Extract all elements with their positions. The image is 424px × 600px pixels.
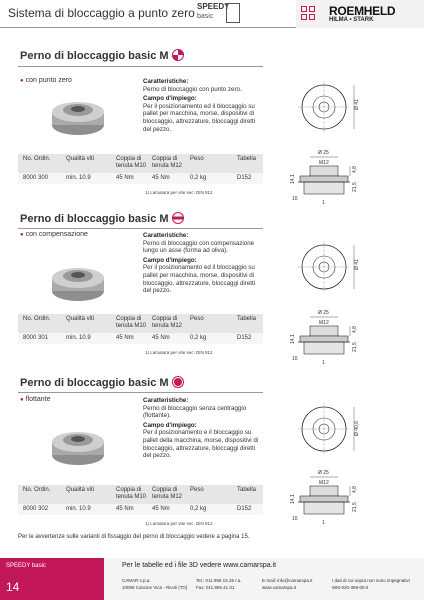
footnote: 1) Lamatura per vite sec. DIN 912 (145, 521, 213, 526)
cell-torque-m10: 45 Nm (116, 335, 134, 341)
use-text: Per il posizionamento e il bloccaggio su pallet della macchina, morse, dispositivi di bloccaggio, attrezzature, bloccaggi diretti del pezzo. (143, 429, 259, 460)
dim-top-diameter: Ø 25 (318, 310, 329, 316)
col-order-no: No. Ordin. (23, 156, 51, 162)
cell-torque-m12: 45 Nm (152, 335, 170, 341)
dim-h1: 4,8 (352, 166, 358, 173)
technical-drawing (278, 234, 424, 374)
cell-table: D152 (237, 175, 252, 181)
col-order-no: No. Ordin. (23, 487, 51, 493)
dim-outer-diameter: Ø 41 (354, 99, 360, 110)
spec-table (18, 485, 263, 515)
spec-table (18, 314, 263, 344)
speedy-label: SPEEDY (197, 2, 230, 11)
table-row (18, 173, 263, 184)
dim-h3: 21,5 (352, 502, 358, 512)
cell-torque-m10: 45 Nm (116, 506, 134, 512)
product-description (143, 78, 265, 133)
cell-torque-m10: 45 Nm (116, 175, 134, 181)
cell-table: D152 (237, 335, 252, 341)
page-number: 14 (6, 580, 20, 594)
dim-thread: M12 (319, 480, 329, 486)
col-torque-m12: Coppia di tenuta M12 (152, 316, 183, 329)
footer-brand: SPEEDY basic (6, 563, 46, 569)
col-weight: Peso (190, 487, 204, 493)
dim-h2: 14,1 (290, 334, 296, 344)
col-weight: Peso (190, 316, 204, 322)
dim-thread: M12 (319, 320, 329, 326)
product-section-1 (0, 38, 424, 206)
footer-accent-bar (0, 558, 104, 600)
cell-screw-quality: min. 10.9 (66, 175, 91, 181)
cell-screw-quality: min. 10.9 (66, 506, 91, 512)
col-order-no: No. Ordin. (23, 316, 51, 322)
technical-drawing (278, 396, 424, 534)
cell-order-no: 8000 301 (23, 335, 49, 341)
table-header (18, 154, 263, 173)
product-image (48, 422, 108, 468)
dim-h2: 14,1 (290, 174, 296, 184)
cell-table: D152 (237, 506, 252, 512)
footnote: 1) Lamatura per vite sec. DIN 912 (145, 190, 213, 195)
use-label: Campo d'impiego: (143, 95, 197, 103)
footer-tel: Tel.: 011.959.15.25 r.a. (196, 578, 242, 583)
product-image (48, 258, 108, 304)
table-row (18, 333, 263, 344)
col-table: Tabella (237, 156, 257, 162)
section-subtitle: ● flottante (20, 396, 51, 403)
use-text: Per il posizionamento ed il bloccaggio su pallet per macchina, morse, dispositivi di bloccaggio, attrezzature, bloccaggi diretti del pezzo. (143, 102, 256, 133)
cell-weight: 0,2 kg (190, 175, 207, 181)
use-text: Per il posizionamento ed il bloccaggio su pallet per macchina, morse, dispositivi di bloccaggio, attrezzature, bloccaggi diretti del pezzo. (143, 264, 256, 295)
features-label: Caratteristiche: (143, 232, 189, 239)
section-subtitle: ● con punto zero (20, 77, 72, 84)
product-section-3 (0, 372, 424, 532)
col-torque-m10: Coppia di tenuta M10 (116, 487, 147, 500)
dim-h4: 10 (292, 356, 298, 362)
footer-website[interactable]: www.camarspa.it (262, 585, 297, 590)
table-header (18, 485, 263, 504)
col-screw-quality: Qualità viti (66, 316, 95, 322)
section-rule (18, 392, 263, 393)
dim-h3: 21,5 (352, 182, 358, 192)
features-label: Caratteristiche: (143, 78, 189, 85)
section-title: Perno di bloccaggio basic M (20, 50, 169, 62)
features-text: Perno di bloccaggio con punto zero. (143, 85, 242, 93)
features-text: Perno di bloccaggio con compensazione lungo un asse (forma ad oliva). (143, 239, 255, 255)
speedy-badge-icon (226, 3, 240, 23)
cell-order-no: 8000 300 (23, 175, 49, 181)
dim-top-diameter: Ø 25 (318, 150, 329, 156)
footer-email[interactable]: E-mail: info@camarspa.it (262, 578, 313, 583)
page-title: Sistema di bloccaggio a punto zero (8, 6, 195, 20)
compensation-icon (172, 212, 184, 224)
section-title: Perno di bloccaggio basic M (20, 377, 169, 389)
use-label: Campo d'impiego: (143, 421, 197, 429)
dim-ref: 1 (322, 200, 325, 206)
dim-top-diameter: Ø 25 (318, 470, 329, 476)
col-table: Tabella (237, 487, 257, 493)
dim-h2: 14,1 (290, 494, 296, 504)
dim-outer-diameter: Ø 40,6 (354, 420, 360, 436)
col-torque-m12: Coppia di tenuta M12 (152, 487, 183, 500)
footer-address: 10099 Cascine Vica - Rivoli (TO) (122, 585, 188, 590)
section-rule (18, 228, 263, 229)
product-section-2 (0, 208, 424, 368)
product-description (143, 232, 265, 295)
footer-tagline: Per le tabelle ed i file 3D vedere www.camarspa.it (122, 562, 277, 569)
bottom-note: Per le avvertenze sulle varianti di fissaggio del perno di bloccaggio vedere a pagina 15. (18, 534, 250, 540)
footer-company: CAMAR s.p.a. (122, 578, 151, 583)
section-title: Perno di bloccaggio basic M (20, 213, 169, 225)
logo-subname: HILMA • STARK (329, 17, 374, 23)
table-row (18, 504, 263, 515)
footer-doc-code: WM-020-369-00-it (332, 585, 369, 590)
col-weight: Peso (190, 156, 204, 162)
use-label: Campo d'impiego: (143, 256, 197, 264)
col-screw-quality: Qualità viti (66, 156, 95, 162)
brand-logo (296, 0, 424, 28)
dim-h4: 10 (292, 516, 298, 522)
table-header (18, 314, 263, 333)
footer-disclaimer: I dati di cui sopra non sono impegnativi (332, 578, 410, 583)
technical-drawing (278, 74, 424, 214)
features-text: Perno di bloccaggio senza centraggio (flottante). (143, 404, 247, 420)
section-subtitle: ● con compensazione (20, 231, 88, 238)
col-torque-m12: Coppia di tenuta M12 (152, 156, 183, 169)
cell-torque-m12: 45 Nm (152, 175, 170, 181)
cell-weight: 0,2 kg (190, 335, 207, 341)
page-header (0, 0, 424, 28)
dim-h3: 21,5 (352, 342, 358, 352)
dim-h4: 10 (292, 196, 298, 202)
footnote: 1) Lamatura per vite sec. DIN 912 (145, 350, 213, 355)
spec-table (18, 154, 263, 184)
cell-torque-m12: 45 Nm (152, 506, 170, 512)
cell-weight: 0,2 kg (190, 506, 207, 512)
zero-point-icon (172, 49, 184, 61)
dim-h1: 4,8 (352, 326, 358, 333)
dim-ref: 1 (322, 520, 325, 526)
dim-h1: 4,8 (352, 486, 358, 493)
logo-mark-icon (301, 6, 323, 22)
col-torque-m10: Coppia di tenuta M10 (116, 316, 147, 329)
cell-order-no: 8000 302 (23, 506, 49, 512)
section-rule (18, 66, 263, 67)
col-table: Tabella (237, 316, 257, 322)
dim-outer-diameter: Ø 41 (354, 259, 360, 270)
col-screw-quality: Qualità viti (66, 487, 95, 493)
logo-name: ROEMHELD (329, 4, 396, 18)
features-label: Caratteristiche: (143, 397, 189, 404)
page-footer (0, 558, 424, 600)
dim-thread: M12 (319, 160, 329, 166)
col-torque-m10: Coppia di tenuta M10 (116, 156, 147, 169)
floating-icon (172, 376, 184, 388)
speedy-sublabel: basic (197, 13, 214, 20)
footer-fax: Fax: 011.959.41.01 (196, 585, 235, 590)
cell-screw-quality: min. 10.9 (66, 335, 91, 341)
dim-ref: 1 (322, 360, 325, 366)
product-image (48, 92, 108, 138)
product-description (143, 397, 265, 460)
